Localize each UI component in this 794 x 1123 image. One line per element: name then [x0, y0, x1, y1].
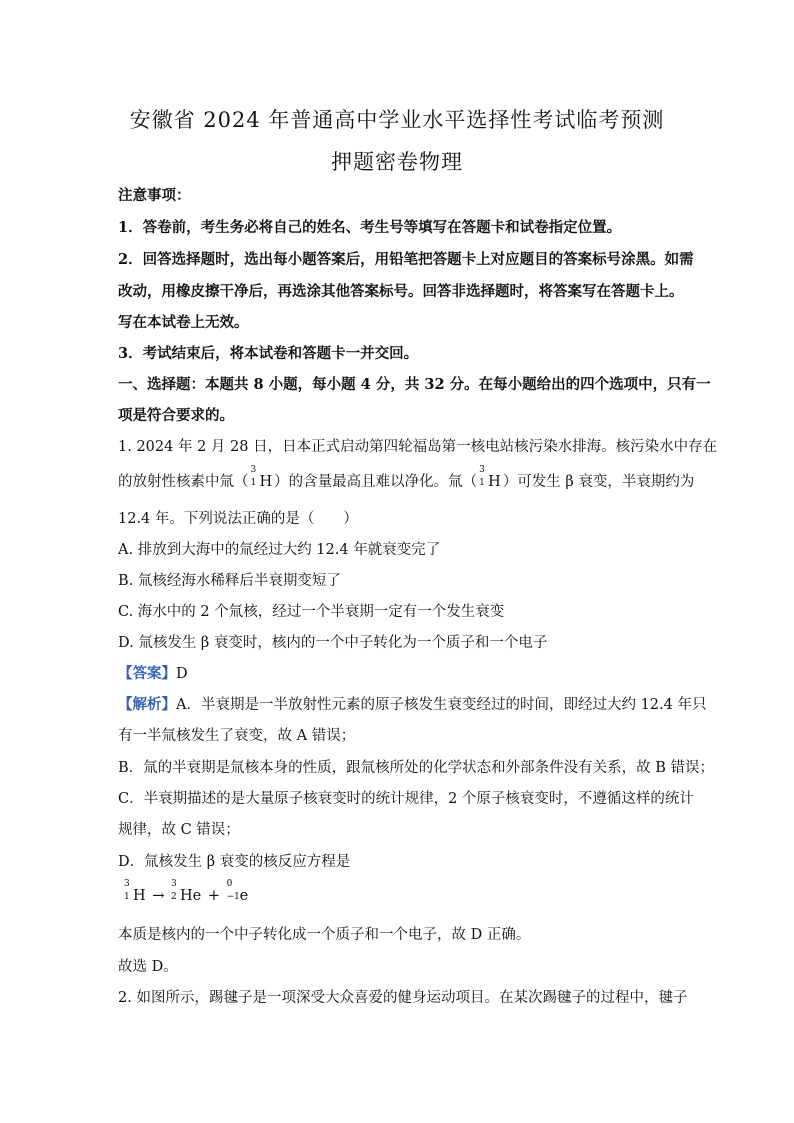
notice-item-3: 3．考试结束后，将本试卷和答题卡一并交回。	[118, 345, 419, 362]
tritium-nuclide: 3 1 H	[250, 465, 273, 490]
analysis-c-line1: C．半衰期描述的是大量原子核衰变时的统计规律，2 个原子核衰变时，不遵循这样的统计	[118, 791, 694, 807]
section-1-heading-line1: 一、选择题：本题共 8 小题，每小题 4 分，共 32 分。在每小题给出的四个选项中，只有一	[118, 376, 711, 393]
eq-plus: +	[207, 888, 221, 904]
nuclear-reaction-equation	[122, 879, 687, 906]
question-1-line1: 1. 2024 年 2 月 28 日，日本正式启动第四轮福岛第一核电站核污染水排海。核污染水中存在	[118, 439, 718, 455]
question-1-line2-part-b: ）的含量最高且难以净化。氚（	[274, 474, 478, 490]
notice-item-2-line2: 改动，用橡皮擦干净后，再选涂其他答案标号。回答非选择题时，将答案写在答题卡上。	[118, 283, 684, 300]
notice-item-2-line1: 2．回答选择题时，选出每小题答案后，用铅笔把答题卡上对应题目的答案标号涂黑。如需	[118, 251, 694, 268]
question-1-line3: 12.4 年。下列说法正确的是（ ）	[118, 511, 358, 527]
notice-heading: 注意事项：	[118, 187, 191, 204]
answer-value: D	[176, 666, 188, 682]
eq-tritium: 3 1 H	[124, 879, 146, 904]
eq-helium: 3 2 He	[171, 879, 202, 904]
notice-item-2-line3: 写在本试卷上无效。	[118, 314, 249, 331]
option-a: A. 排放到大海中的氚经过大约 12.4 年就衰变完了	[118, 542, 441, 558]
question-2-line1: 2. 如图所示，踢毽子是一项深受大众喜爱的健身运动项目。在某次踢毽子的过程中，毽子	[118, 990, 688, 1006]
question-1-line2	[118, 465, 695, 492]
analysis-a-line2: 有一半氚核发生了衰变，故 A 错误；	[118, 728, 356, 744]
option-d: D. 氚核发生 β 衰变时，核内的一个中子转化为一个质子和一个电子	[118, 635, 548, 651]
exam-title-line2: 押题密卷物理	[331, 150, 463, 174]
analysis-b-line1: B．氚的半衰期是氚核本身的性质，跟氚核所处的化学状态和外部条件没有关系，故 B 错误；	[118, 760, 715, 776]
exam-title-line1: 安徽省 2024 年普通高中学业水平选择性考试临考预测	[129, 108, 665, 132]
eq-electron: 0 −1 e	[226, 879, 249, 904]
answer-label: 【答案】	[118, 665, 176, 682]
analysis-d-line2: 本质是核内的一个中子转化成一个质子和一个电子，故 D 正确。	[118, 927, 531, 943]
analysis-c-line2: 规律，故 C 错误；	[118, 822, 240, 838]
section-1-heading-line2: 项是符合要求的。	[118, 407, 234, 424]
question-1-line2-part-a: 的放射性核素中氚（	[118, 474, 249, 490]
analysis-label: 【解析】	[118, 696, 176, 713]
question-1-line2-part-c: ）可发生 β 衰变，半衰期约为	[502, 474, 695, 490]
option-c: C. 海水中的 2 个氚核，经过一个半衰期一定有一个发生衰变	[118, 604, 505, 620]
answer-line	[118, 664, 683, 684]
analysis-conclusion: 故选 D。	[118, 959, 178, 975]
analysis-a-line1: 【解析】A．半衰期是一半放射性元素的原子核发生衰变经过的时间，即经过大约 12.4 年只	[118, 696, 707, 713]
notice-item-1: 1．答卷前，考生务必将自己的姓名、考生号等填写在答题卡和试卷指定位置。	[118, 219, 622, 236]
tritium-nuclide-2: 3 1 H	[479, 465, 501, 490]
analysis-d-line1: D．氚核发生 β 衰变的核反应方程是	[118, 854, 351, 870]
option-b: B. 氚核经海水稀释后半衰期变短了	[118, 573, 341, 589]
eq-arrow: →	[152, 888, 165, 904]
